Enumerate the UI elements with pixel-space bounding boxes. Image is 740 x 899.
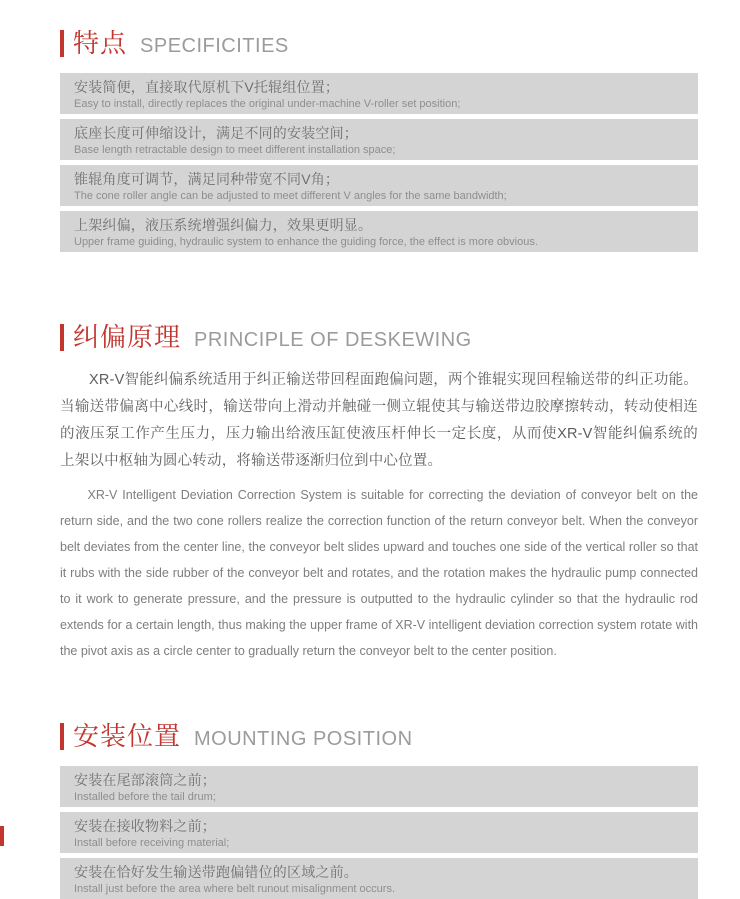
feature-text-zh: 安装在恰好发生输送带跑偏错位的区域之前。 — [74, 864, 358, 880]
feature-text-en: Upper frame guiding, hydraulic system to enhance the guiding force, the effect is more obvious. — [74, 236, 538, 248]
principle-paragraph-zh: XR-V智能纠偏系统适用于纠正输送带回程面跑偏问题，两个锥辊实现回程输送带的纠正功能。当输送带偏离中心线时，输送带向上滑动并触碰一侧立辊使其与输送带边胶摩擦转动，转动使相连的液压泵工作产生压力，压力输出给液压缸使液压杆伸长一定长度，从而使XR-V智能纠偏系统的上架以中枢轴为圆心转动，将输送带逐渐归位到中心位置。 — [60, 372, 698, 469]
section-title-zh: 纠偏原理 — [73, 322, 182, 352]
title-accent-bar — [60, 324, 64, 351]
feature-text-en: Install just before the area where belt runout misalignment occurs. — [74, 883, 395, 895]
feature-box — [60, 165, 698, 206]
page-edge-red-mark — [0, 826, 4, 846]
feature-text-zh: 锥辊角度可调节，满足同种带宽不同V角； — [74, 171, 340, 187]
section-title-en: PRINCIPLE OF DESKEWING — [194, 328, 472, 351]
specificities-feature-list — [60, 73, 700, 252]
section-header-mounting — [60, 721, 700, 751]
section-title-zh: 安装位置 — [73, 721, 182, 751]
feature-text-en: The cone roller angle can be adjusted to meet different V angles for the same bandwidth; — [74, 190, 507, 202]
section-title-zh: 特点 — [73, 28, 128, 58]
feature-box — [60, 858, 698, 899]
section-title-en: MOUNTING POSITION — [194, 727, 413, 750]
feature-text-zh: 安装简便，直接取代原机下V托辊组位置； — [74, 79, 340, 95]
section-title-en: SPECIFICITIES — [140, 34, 289, 57]
feature-box — [60, 119, 698, 160]
feature-text-zh: 上架纠偏，液压系统增强纠偏力，效果更明显。 — [74, 217, 373, 233]
feature-text-zh: 安装在接收物料之前； — [74, 818, 216, 834]
section-mounting — [60, 721, 700, 899]
title-accent-bar — [60, 30, 64, 57]
feature-text-en: Installed before the tail drum; — [74, 791, 216, 803]
feature-box — [60, 73, 698, 114]
section-specificities — [60, 28, 700, 252]
section-header-principle — [60, 322, 700, 352]
feature-text-en: Base length retractable design to meet different installation space; — [74, 144, 396, 156]
feature-box — [60, 211, 698, 252]
section-principle — [60, 322, 700, 664]
mounting-feature-list — [60, 766, 700, 899]
title-accent-bar — [60, 723, 64, 750]
feature-box — [60, 812, 698, 853]
feature-text-zh: 底座长度可伸缩设计，满足不同的安装空间； — [74, 125, 358, 141]
section-header-specificities — [60, 28, 700, 58]
feature-box — [60, 766, 698, 807]
feature-text-zh: 安装在尾部滚筒之前； — [74, 772, 216, 788]
feature-text-en: Install before receiving material; — [74, 837, 230, 849]
principle-paragraph-en: XR-V Intelligent Deviation Correction System is suitable for correcting the deviation of conveyor belt on the return side, and the two cone rollers realize the correction function of the return conveyor belt. When the conveyor belt deviates from the center line, the conveyor belt slides upward and touches one side of the vertical roller so that it rubs with the side rubber of the conveyor belt and rotates, and the rotation makes the hydraulic pump connected to it work to generate pressure, and the pressure is outputted to the hydraulic cylinder so that the hydraulic rod extends for a certain length, thus making the upper frame of XR-V intelligent deviation correction system rotate with the pivot axis as a circle center to gradually return the conveyor belt to the center position. — [60, 488, 698, 658]
feature-text-en: Easy to install, directly replaces the original under-machine V-roller set position; — [74, 98, 461, 110]
